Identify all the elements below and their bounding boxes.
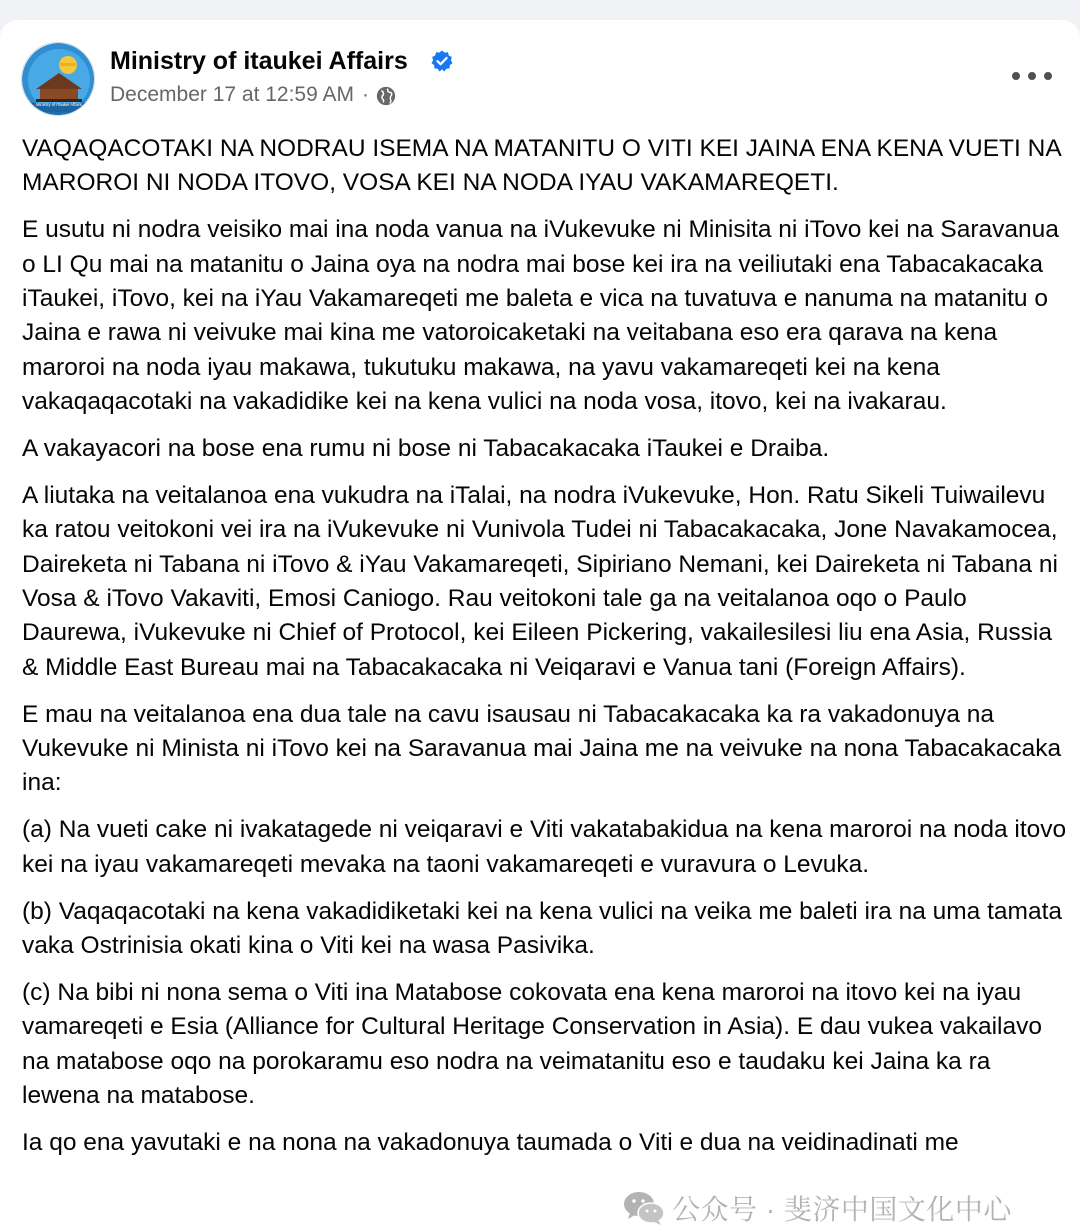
post-paragraph-truncated: Ia qo ena yavutaki e na nona na vakadonuya taumada o Viti e dua na veidinadinati me [22,1129,959,1157]
verified-badge-icon [430,49,454,73]
watermark [622,1188,1012,1228]
post-meta [110,83,397,107]
globe-icon[interactable] [375,85,397,107]
post-list-item-c: (c) Na bibi ni nona sema o Viti ina Matabose cokovata ena kena maroroi na itovo kei na iyau vamareqeti e Esia (Alliance for Cultural Heritage Conservation in Asia). E dau vukea vakailavo na matabose oqo na porokaramu eso nodra na veimatanitu eso e taudaku kei Jaina ka ra lewena na matabose. [22,979,1042,1109]
more-options-icon [1044,72,1052,80]
post-timestamp-link[interactable]: December 17 at 12:59 AM [110,83,354,106]
more-options-button[interactable] [1012,64,1052,88]
post-body [22,132,1067,1173]
page-avatar[interactable] [21,42,95,116]
post-headline: VAQAQACOTAKI NA NODRAU ISEMA NA MATANITU O VITI KEI JAINA ENA KENA VUETI NA MAROROI NI NODA ITOVO, VOSA KEI NA NODA IYAU VAKAMAREQETI. [22,135,1061,197]
post-paragraph: A vakayacori na bose ena rumu ni bose ni Tabacakacaka iTaukei e Draiba. [22,434,830,462]
watermark-text: 公众号 · 斐济中国文化中心 [672,1194,1012,1225]
meta-separator: · [361,83,369,106]
post-list-item-a: (a) Na vueti cake ni ivakatagede ni veiqaravi e Viti vakatabakidua na kena maroroi na noda itovo kei na iyau vakamareqeti mevaka na taoni vakamareqeti e vuravura o Levuka. [22,816,1067,878]
post-card [0,20,1080,1231]
wechat-icon [622,1188,666,1228]
post-paragraph: E mau na veitalanoa ena dua tale na cavu isausau ni Tabacakacaka ka ra vakadonuya na Vukevuke ni Minista ni iTovo kei na Saravanua mai Jaina me na veivuke na nona Tabacakacaka ina: [22,700,1062,797]
page-name-link[interactable]: Ministry of itaukei Affairs [110,47,408,75]
svg-text:Ministry of iTaukei Affairs: Ministry of iTaukei Affairs [35,102,83,107]
post-list-item-b: (b) Vaqaqacotaki na kena vakadidiketaki kei na kena vulici na veika me baleti ira na uma tamata vaka Ostrinisia okati kina o Viti kei na wasa Pasivika. [22,897,1063,960]
page-logo-image [22,43,95,116]
more-options-icon [1028,72,1036,80]
more-options-icon [1012,72,1020,80]
post-paragraph: A liutaka na veitalanoa ena vukudra na iTalai, na nodra iVukevuke, Hon. Ratu Sikeli Tuiwailevu ka ratou veitokoni vei ira na iVukevuke ni Vunivola Tudei ni Tabacakacaka, Jone Navakamocea, Daireketa ni Tabana ni iTovo & iYau Vakamareqeti, Sipiriano Nemani, kei Daireketa ni Tabana ni Vosa & iTovo Vakaviti, Emosi Caniogo. Rau veitokoni tale ga na veitalanoa oqo o Paulo Daurewa, iVukevuke ni Chief of Protocol, kei Eileen Pickering, vakailesilesi liu ena Asia, Russia & Middle East Bureau mai na Tabacakacaka ni Veiqaravi e Vanua tani (Foreign Affairs). [22,482,1058,681]
post-paragraph: E usutu ni nodra veisiko mai ina noda vanua na iVukevuke ni Minisita ni iTovo kei na Saravanua o LI Qu mai na matanitu o Jaina oya na nodra mai bose kei ira na veiliutaki ena Tabacakacaka iTaukei, iTovo, kei na iYau Vakamareqeti me baleta e vica na tuvatuva e nanuma na matanitu o Jaina e rawa ni veivuke mai kina me vatoroicaketaki na veitabana eso era qarava na kena maroroi na noda iyau makawa, tukutuku makawa, na yavu vakamareqeti kei na kena vakaqaqacotaki na vakadidike kei na kena vulici na noda vosa, itovo, kei na ivakarau. [22,216,1059,415]
